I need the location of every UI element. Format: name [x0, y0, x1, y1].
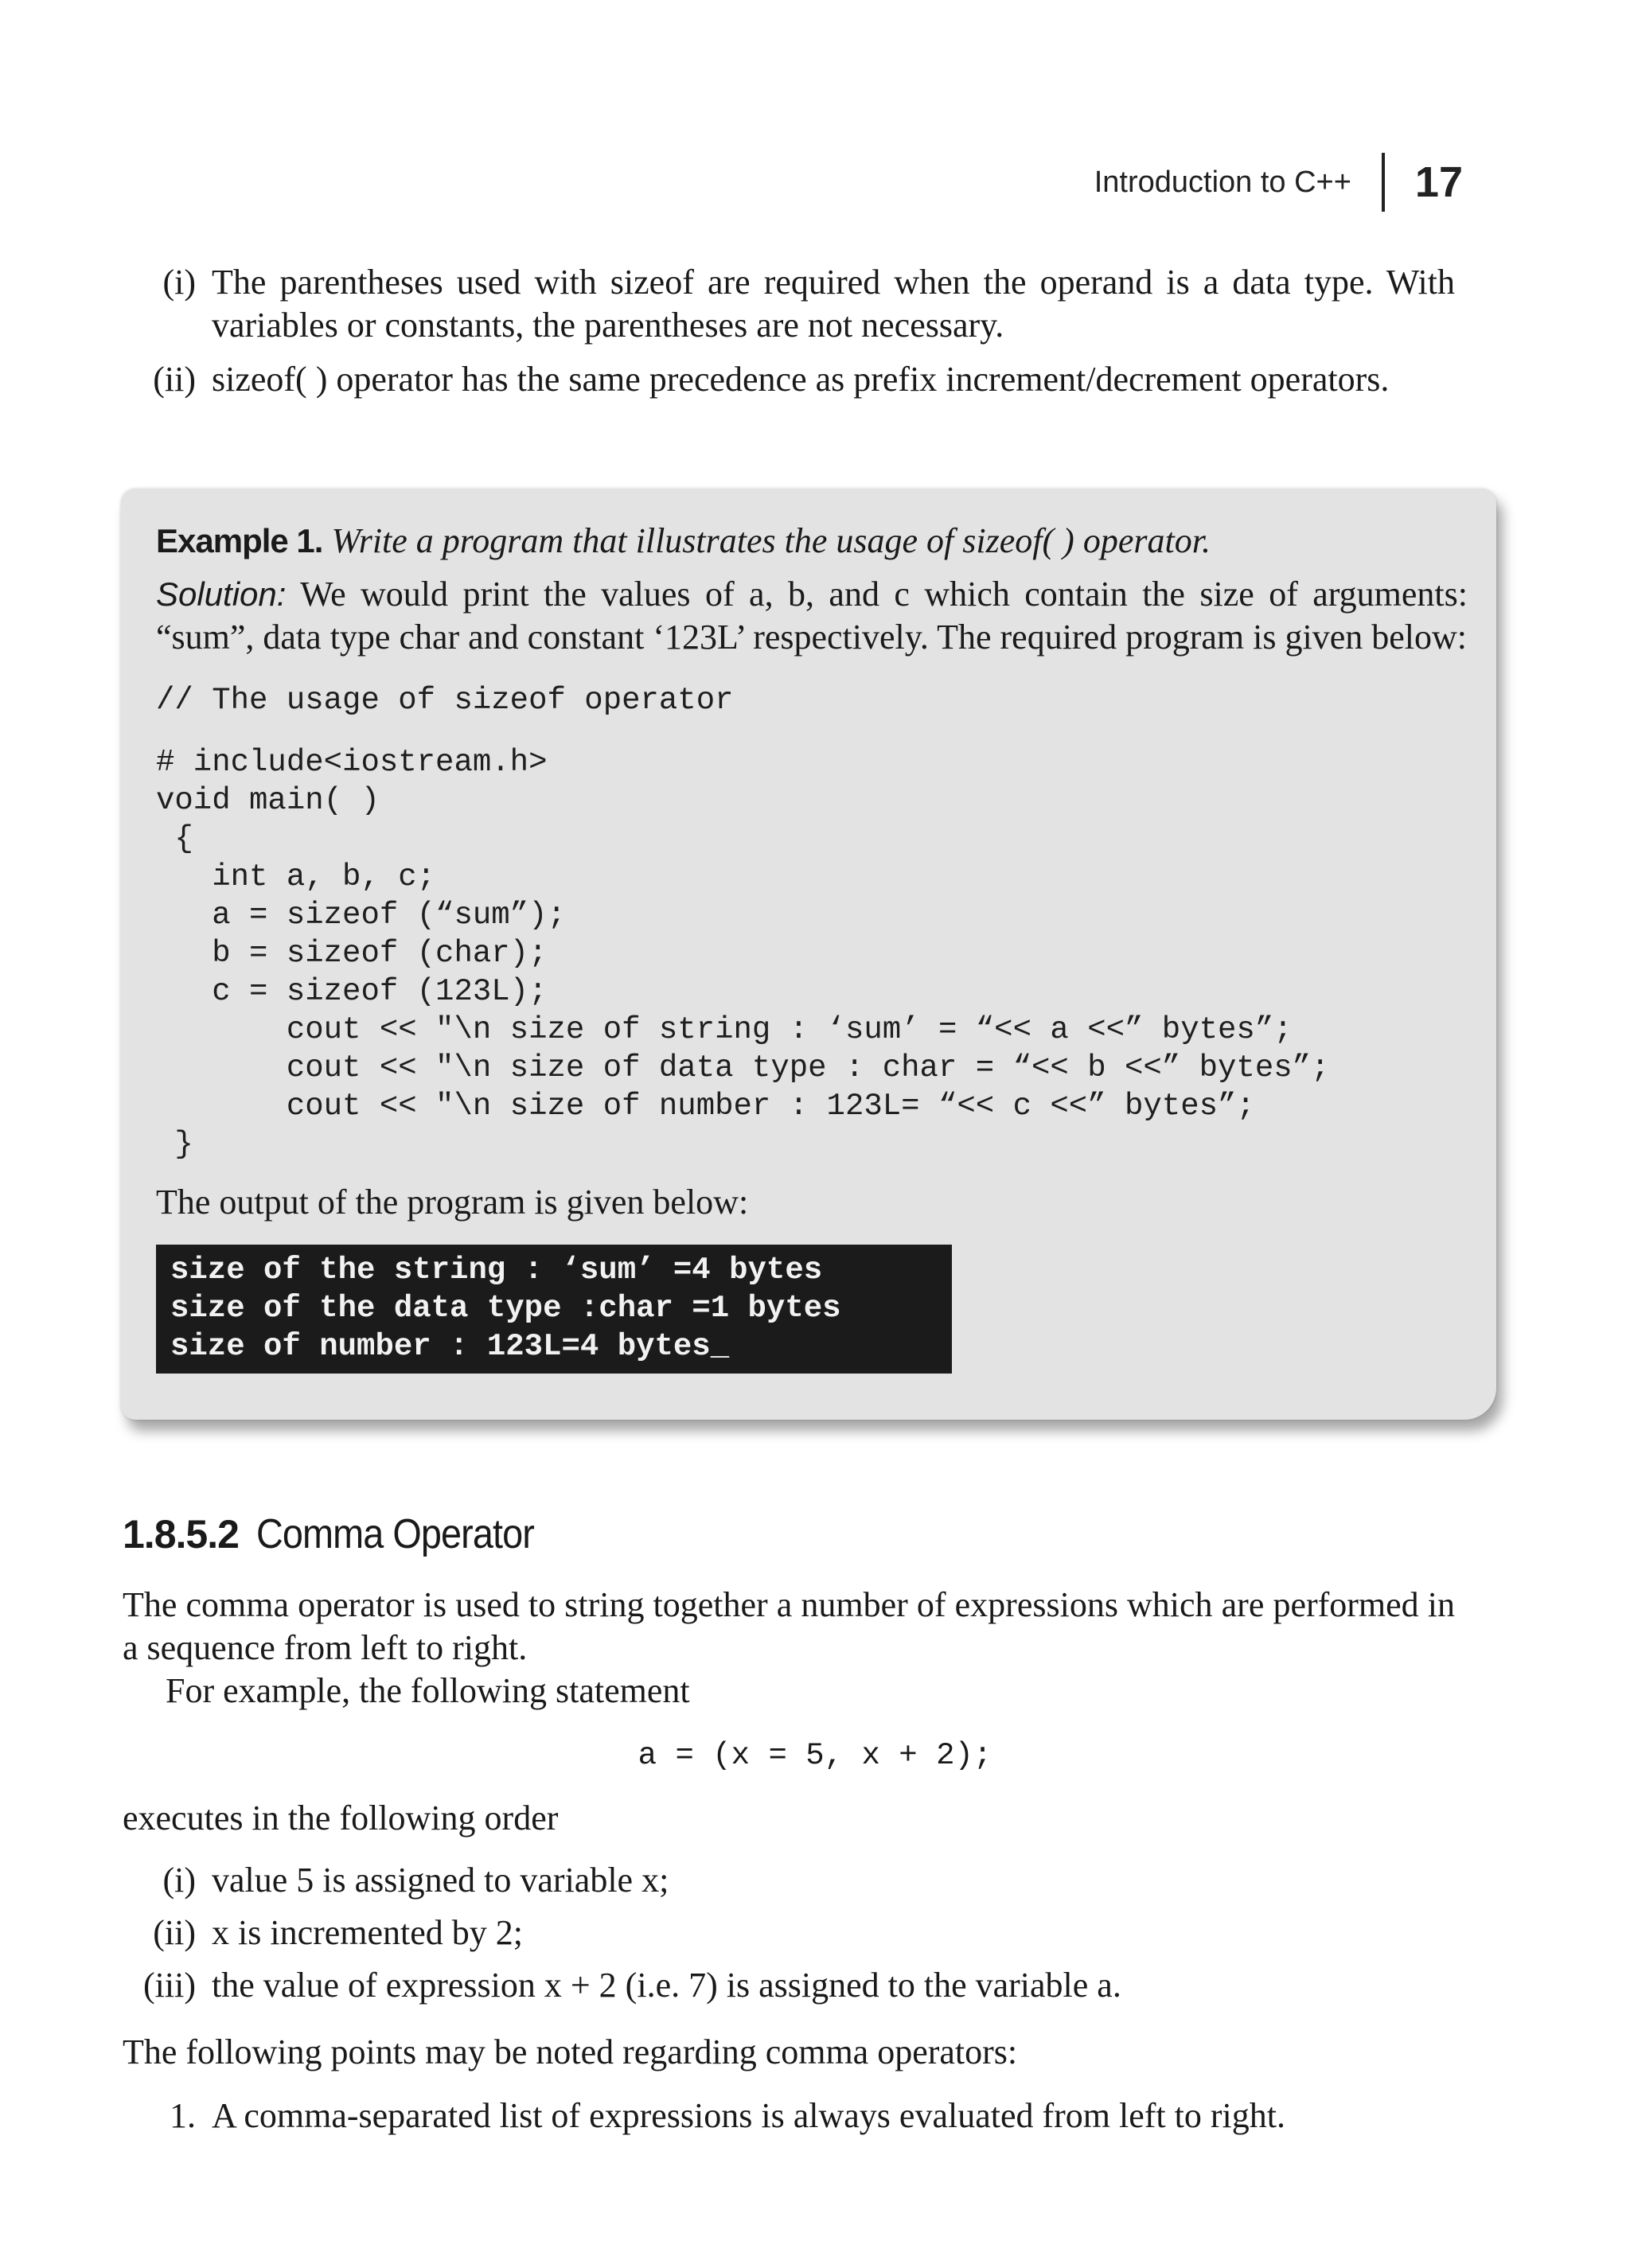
paragraph: The following points may be noted regarding comma operators: [123, 2032, 1018, 2071]
code-line: cout << "\n size of number : 123L= “<< c <<” bytes”; [156, 1089, 1255, 1124]
list-marker: 1. [170, 2096, 196, 2135]
code-line: # include<iostream.h> [156, 745, 548, 780]
example-box [121, 489, 1496, 1420]
list-marker: (i) [162, 1861, 196, 1900]
code-listing [156, 743, 1468, 1163]
code-statement: a = (x = 5, x + 2); [638, 1738, 992, 1773]
example-heading [156, 517, 1468, 565]
list-item-text: The parentheses used with sizeof are required when the operand is a data type. With variables or constants, the parentheses are not necessary. [212, 263, 1455, 345]
example-content [156, 517, 1468, 1374]
example-question: Write a program that illustrates the usage of sizeof( ) operator. [331, 521, 1211, 560]
list-item [0, 261, 1630, 347]
solution-paragraph [156, 573, 1468, 659]
sizeof-notes-list [0, 261, 1630, 401]
list-item [0, 1911, 1630, 1954]
list-item-text: the value of expression x + 2 (i.e. 7) is assigned to the variable a. [212, 1966, 1121, 2005]
list-marker: (ii) [153, 1913, 196, 1952]
list-item-text: value 5 is assigned to variable x; [212, 1861, 669, 1900]
output-intro: The output of the program is given below: [156, 1183, 749, 1222]
list-marker: (ii) [153, 360, 196, 399]
code-line: { [156, 821, 193, 856]
list-item [0, 358, 1630, 401]
example-label: Example 1. [156, 522, 323, 559]
page-number: 17 [1414, 158, 1463, 206]
code-line: cout << "\n size of data type : char = “<< b <<” bytes”; [156, 1050, 1330, 1085]
paragraph: For example, the following statement [166, 1671, 690, 1710]
list-item-text: A comma-separated list of expressions is always evaluated from left to right. [212, 2096, 1285, 2135]
console-line: size of the string : ‘sum’ =4 bytes [170, 1253, 823, 1288]
code-line: b = sizeof (char); [156, 936, 548, 971]
running-title: Introduction to C++ [1094, 165, 1351, 199]
list-item [0, 1964, 1630, 2007]
solution-text: We would print the values of a, b, and c which contain the size of arguments: “sum”, data type char and constant ‘123L’ respectively. The required program is given below: [156, 575, 1468, 657]
section-number: 1.8.5.2 [123, 1512, 239, 1557]
list-marker: (i) [162, 263, 196, 302]
running-header [1094, 146, 1463, 218]
section-heading [123, 1510, 565, 1558]
paragraph: The comma operator is used to string together a number of expressions which are performed in a sequence from left to right. [123, 1585, 1455, 1667]
code-comment: // The usage of sizeof operator [156, 683, 734, 718]
list-marker: (iii) [143, 1966, 196, 2005]
console-line: size of the data type :char =1 bytes [170, 1291, 841, 1326]
code-line: void main( ) [156, 783, 380, 818]
list-item [0, 2095, 1630, 2137]
list-item-text: sizeof( ) operator has the same precedence as prefix increment/decrement operators. [212, 360, 1390, 399]
console-output [156, 1245, 952, 1374]
points-list [0, 2095, 1630, 2137]
code-line: cout << "\n size of string : ‘sum’ = “<< a <<” bytes”; [156, 1012, 1293, 1047]
code-line: a = sizeof (“sum”); [156, 898, 566, 933]
header-divider [1382, 153, 1385, 212]
list-item-text: x is incremented by 2; [212, 1913, 524, 1952]
paragraph: executes in the following order [123, 1798, 559, 1837]
code-line: } [156, 1127, 193, 1162]
order-list [0, 1859, 1630, 2007]
code-line: c = sizeof (123L); [156, 974, 548, 1009]
console-line: size of number : 123L=4 bytes_ [170, 1329, 730, 1364]
list-item [0, 1859, 1630, 1902]
section-title: Comma Operator [255, 1511, 534, 1557]
code-line: int a, b, c; [156, 859, 436, 894]
solution-label: Solution: [156, 575, 287, 613]
